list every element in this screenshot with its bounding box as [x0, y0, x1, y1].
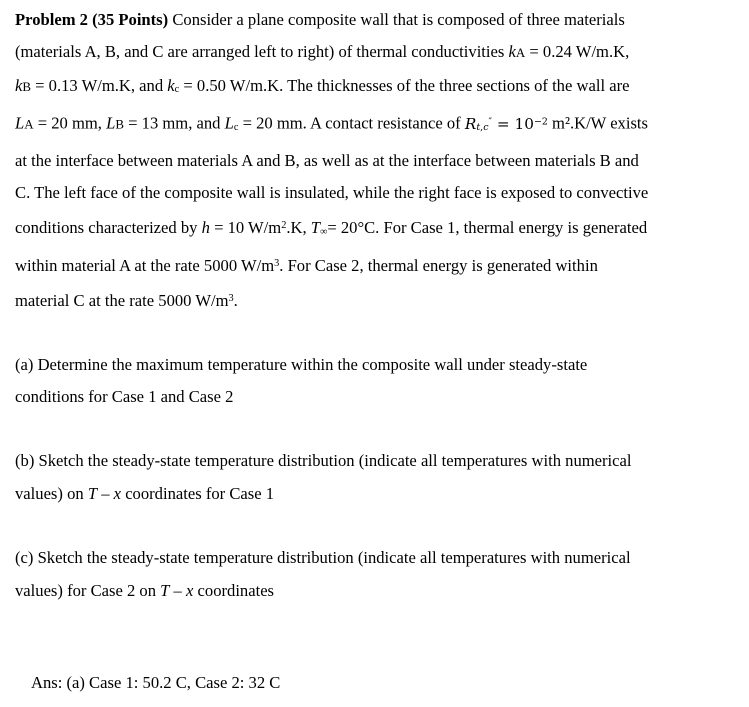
- problem-line-9: material C at the rate 5000 $W/m^3$.: [15, 291, 238, 311]
- problem-line-3: kB = 0.13 W/m.K, and kc = 0.50 W/m.K. The thicknesses of the three sections of the wall are: [15, 75, 630, 96]
- problem-document: [15, 4, 740, 699]
- problem-line-1: Problem 2 (35 Points) Consider a plane composite wall that is composed of three materials: [15, 10, 625, 29]
- part-a: (a) Determine the maximum temperature within the composite wall under steady-state conditions for Case 1 and Case 2: [15, 354, 588, 406]
- problem-line-4: LA = 20 mm, LB = 13 mm, and Lc = 20 mm. A contact resistance of $Rt,c'' = 10^{-2}$ m².K/W exists: [15, 114, 648, 134]
- part-c: (c) Sketch the steady-state temperature distribution (indicate all temperatures with numerical values) for Case 2 on T – x coordinates: [15, 548, 631, 600]
- part-b: (b) Sketch the steady-state temperature distribution (indicate all temperatures with numerical values) on T – x coordinates for Case 1: [15, 451, 632, 503]
- problem-line-8: within material A at the rate 5000 $W/m^3$. For Case 2, thermal energy is generated within: [15, 256, 598, 276]
- problem-line-7: conditions characterized by h = 10 $W/m^2.K$, T∞= 20°C. For Case 1, thermal energy is generated: [15, 217, 648, 237]
- problem-line-2: (materials A, B, and C are arranged left to right) of thermal conductivities kA = 0.24 W/m.K,: [15, 42, 630, 62]
- problem-line-6: C. The left face of the composite wall is insulated, while the right face is exposed to convective: [15, 183, 649, 203]
- problem-title: Problem 2 (35 Points): [15, 10, 169, 29]
- problem-statement: [15, 4, 740, 318]
- answer: Ans: (a) Case 1: 50.2 C, Case 2: 32 C: [31, 672, 281, 692]
- problem-line-5: at the interface between materials A and B, as well as at the interface between materials B and: [15, 150, 639, 170]
